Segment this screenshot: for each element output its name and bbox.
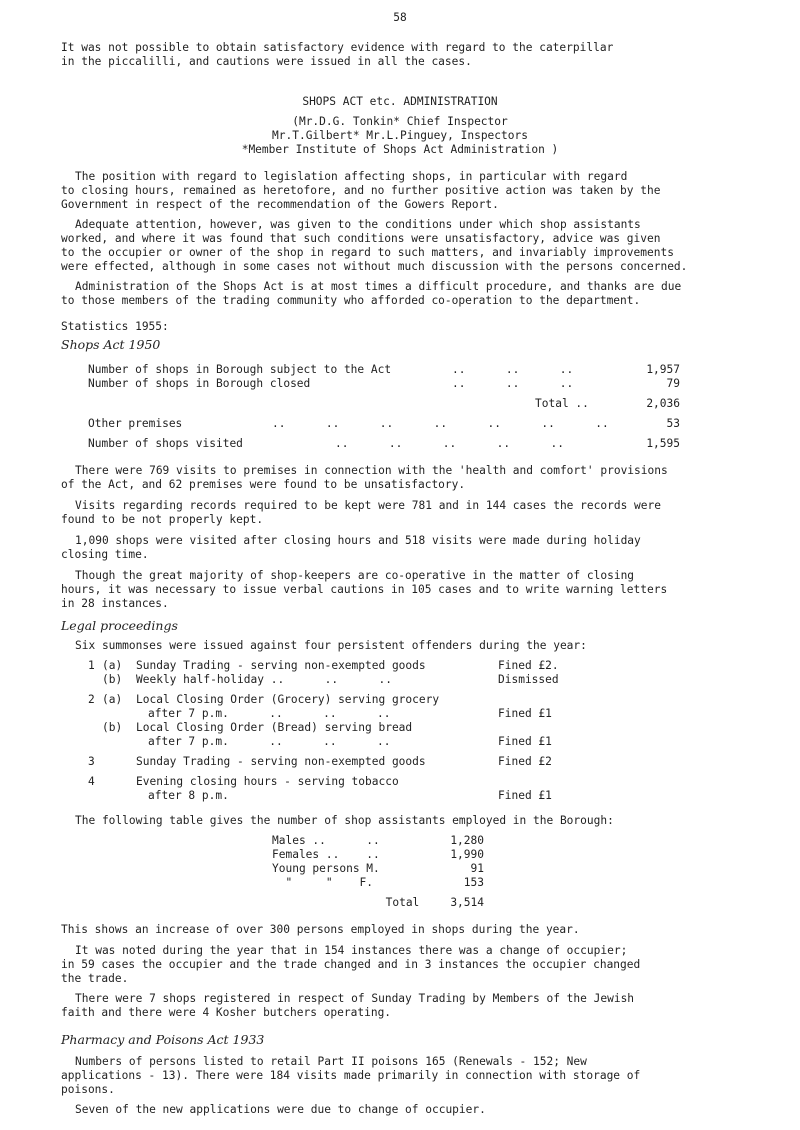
legal-item-num: 3 (88, 755, 95, 768)
stat-dots: .. .. .. .. .. .. .. (272, 417, 609, 430)
para10-line-2: faith and there were 4 Kosher butchers operating. (61, 1006, 392, 1019)
assistant-row-value: 153 (463, 876, 484, 889)
stat-label: Other premises (88, 417, 183, 430)
para2-line-4: were effected, although in some cases not without much discussion with the persons concerned. (61, 260, 688, 273)
legal-item-text: after 7 p.m. .. .. .. (148, 707, 391, 720)
staff-line-2: Mr.T.Gilbert* Mr.L.Pinguey, Inspectors (272, 129, 528, 142)
legal-item-text: Local Closing Order (Grocery) serving grocery (136, 693, 440, 706)
para5-line-1: Visits regarding records required to be kept were 781 and in 144 cases the records were (75, 499, 661, 512)
legal-item-num: 4 (88, 775, 95, 788)
assistant-row-label: Males .. .. (272, 834, 380, 847)
legal-item-text: after 8 p.m. (148, 789, 229, 802)
para7-line-1: Though the great majority of shop-keepers are co-operative in the matter of closing (75, 569, 635, 582)
stat-value: 1,595 (646, 437, 680, 450)
para4-line-2: of the Act, and 62 premises were found to be unsatisfactory. (61, 478, 466, 491)
stat-dots: .. .. .. (452, 363, 574, 376)
intro-line-1: It was not possible to obtain satisfactory evidence with regard to the caterpillar (61, 41, 614, 54)
assistant-row-label: Young persons M. (272, 862, 380, 875)
legal-proceedings-heading: Legal proceedings (61, 618, 178, 633)
assistant-row-value: 1,280 (450, 834, 484, 847)
legal-item-sub: (b) (102, 673, 123, 686)
staff-line-1: (Mr.D.G. Tonkin* Chief Inspector (292, 115, 508, 128)
para2-line-2: worked, and where it was found that such conditions were unsatisfactory, advice was given (61, 232, 661, 245)
para3-line-2: to those members of the trading community who afforded co-operation to the department. (61, 294, 641, 307)
legal-item-text: Sunday Trading - serving non-exempted goods (136, 659, 426, 672)
legal-item-result: Fined £2 (498, 755, 552, 768)
stat-value: 1,957 (646, 363, 680, 376)
para1-line-3: Government in respect of the recommendation of the Gowers Report. (61, 198, 499, 211)
para9-line-3: the trade. (61, 972, 129, 985)
para2-line-1: Adequate attention, however, was given to the conditions under which shop assistants (75, 218, 641, 231)
para4-line-1: There were 769 visits to premises in connection with the 'health and comfort' provisions (75, 464, 668, 477)
stat-total-label: Total .. (535, 397, 589, 410)
stat-dots: .. .. .. .. .. (335, 437, 565, 450)
para5-line-2: found to be not properly kept. (61, 513, 264, 526)
para1-line-2: to closing hours, remained as heretofore, and no further positive action was taken by the (61, 184, 661, 197)
legal-item-num: 2 (88, 693, 95, 706)
stat-total-value: 2,036 (646, 397, 680, 410)
para7-line-2: hours, it was necessary to issue verbal cautions in 105 cases and to write warning letters (61, 583, 668, 596)
assistant-row-label: " " F. (272, 876, 374, 889)
para9-line-2: in 59 cases the occupier and the trade changed and in 3 instances the occupier changed (61, 958, 641, 971)
legal-item-num: 1 (88, 659, 95, 672)
stat-value: 79 (666, 377, 680, 390)
legal-item-result: Fined £1 (498, 735, 552, 748)
para10-line-1: There were 7 shops registered in respect of Sunday Trading by Members of the Jewish (75, 992, 635, 1005)
legal-item-result: Fined £2. (498, 659, 559, 672)
para1-line-1: The position with regard to legislation affecting shops, in particular with regard (75, 170, 628, 183)
assistant-row-label: Females .. .. (272, 848, 380, 861)
para6-line-2: closing time. (61, 548, 149, 561)
legal-item-sub: (b) (102, 721, 123, 734)
legal-item-sub: (a) (102, 659, 123, 672)
stat-dots: .. .. .. (452, 377, 574, 390)
para2-line-3: to the occupier or owner of the shop in regard to such matters, and invariably improvements (61, 246, 674, 259)
section-heading-shops-act: SHOPS ACT etc. ADMINISTRATION (302, 95, 498, 108)
para6-line-1: 1,090 shops were visited after closing hours and 518 visits were made during holiday (75, 534, 641, 547)
staff-line-3: *Member Institute of Shops Act Administration ) (241, 143, 559, 156)
legal-item-sub: (a) (102, 693, 123, 706)
legal-item-text: Evening closing hours - serving tobacco (136, 775, 399, 788)
assistant-row-value: 91 (470, 862, 484, 875)
assistant-total-value: 3,514 (450, 896, 484, 909)
para11-line-2: applications - 13). There were 184 visits made primarily in connection with storage of (61, 1069, 641, 1082)
legal-item-result: Fined £1 (498, 789, 552, 802)
stat-value: 53 (666, 417, 680, 430)
para12: Seven of the new applications were due to change of occupier. (75, 1103, 486, 1116)
intro-line-2: in the piccalilli, and cautions were issued in all the cases. (61, 55, 472, 68)
para7-line-3: in 28 instances. (61, 597, 169, 610)
assistant-total-label: Total (325, 896, 420, 909)
para11-line-1: Numbers of persons listed to retail Part II poisons 165 (Renewals - 152; New (75, 1055, 587, 1068)
legal-item-text: after 7 p.m. .. .. .. (148, 735, 391, 748)
legal-item-result: Dismissed (498, 673, 559, 686)
page-number: 58 (393, 11, 407, 24)
legal-item-text: Weekly half-holiday .. .. .. (136, 673, 392, 686)
assistants-intro: The following table gives the number of shop assistants employed in the Borough: (75, 814, 614, 827)
legal-item-result: Fined £1 (498, 707, 552, 720)
shops-act-1950-heading: Shops Act 1950 (61, 337, 161, 352)
legal-intro: Six summonses were issued against four persistent offenders during the year: (75, 639, 587, 652)
statistics-heading: Statistics 1955: (61, 320, 169, 333)
para8: This shows an increase of over 300 persons employed in shops during the year. (61, 923, 580, 936)
pharmacy-heading: Pharmacy and Poisons Act 1933 (61, 1032, 265, 1047)
legal-item-text: Local Closing Order (Bread) serving bread (136, 721, 413, 734)
stat-label: Number of shops visited (88, 437, 243, 450)
assistant-row-value: 1,990 (450, 848, 484, 861)
para3-line-1: Administration of the Shops Act is at most times a difficult procedure, and thanks are due (75, 280, 682, 293)
stat-label: Number of shops in Borough closed (88, 377, 311, 390)
stat-label: Number of shops in Borough subject to the Act (88, 363, 392, 376)
legal-item-text: Sunday Trading - serving non-exempted goods (136, 755, 426, 768)
para9-line-1: It was noted during the year that in 154 instances there was a change of occupier; (75, 944, 628, 957)
para11-line-3: poisons. (61, 1083, 115, 1096)
